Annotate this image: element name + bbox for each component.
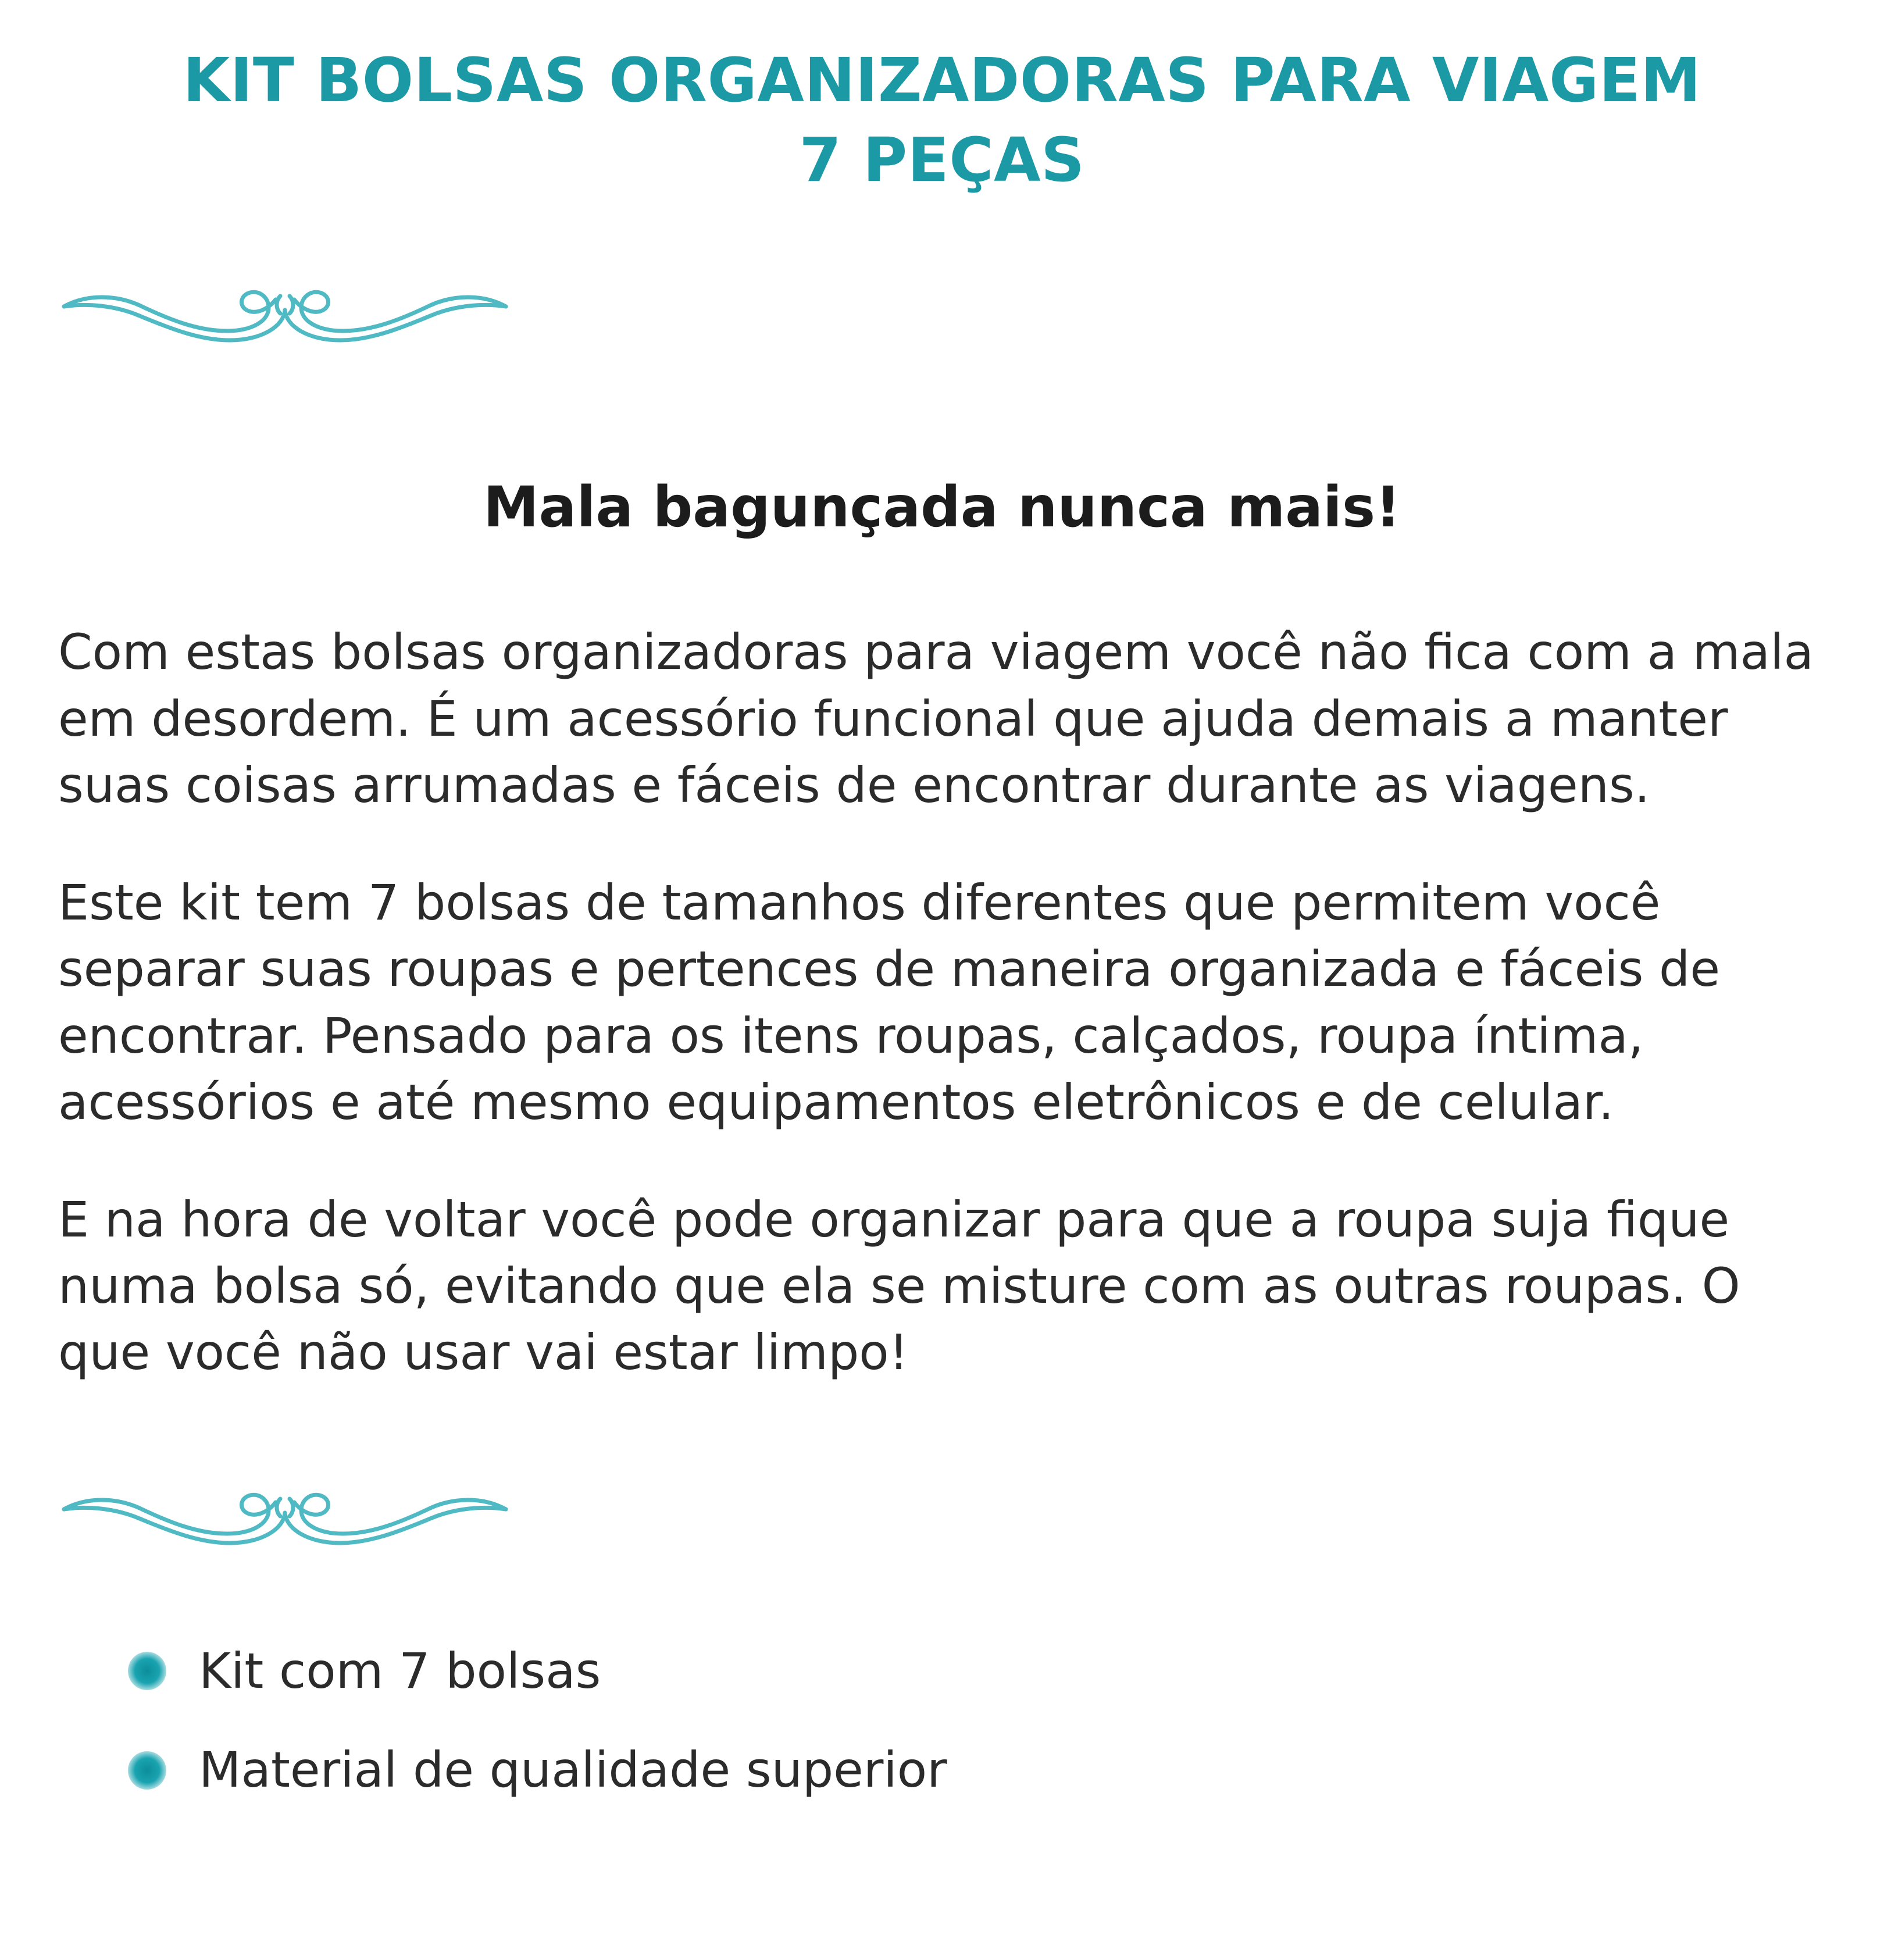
section-subtitle: Mala bagunçada nunca mais! — [483, 474, 1401, 540]
list-item — [128, 1642, 1832, 1701]
flourish-divider-icon — [52, 1473, 1832, 1572]
title-line-1: KIT BOLSAS ORGANIZADORAS PARA VIAGEM — [183, 45, 1701, 116]
list-item-label: Kit com 7 bolsas — [199, 1642, 601, 1699]
list-item — [128, 1741, 1832, 1799]
list-item-label: Material de qualidade superior — [199, 1741, 947, 1799]
paragraph: E na hora de voltar você pode organizar para que a roupa suja fique numa bolsa só, evitando que ela se misture com as outras roupas. O que você não usar vai estar limpo! — [58, 1191, 1740, 1381]
flourish-divider-icon — [52, 270, 1832, 369]
title-line-2: 7 PEÇAS — [799, 124, 1085, 196]
bullet-dot-icon — [128, 1652, 166, 1690]
feature-list — [52, 1642, 1832, 1800]
bullet-dot-icon — [128, 1751, 166, 1790]
paragraph: Este kit tem 7 bolsas de tamanhos diferentes que permitem você separar suas roupas e pertences de maneira organizada e fáceis de encontrar. Pensado para os itens roupas, calçados, roupa íntima, acessórios e até mesmo equipamentos eletrônicos e de celular. — [58, 874, 1721, 1131]
paragraph: Com estas bolsas organizadoras para viagem você não fica com a mala em desordem. É um acessório funcional que ajuda demais a manter suas coisas arrumadas e fáceis de encontrar durante as viagens. — [58, 623, 1814, 814]
page-title — [52, 41, 1832, 201]
body-copy — [52, 619, 1832, 1385]
